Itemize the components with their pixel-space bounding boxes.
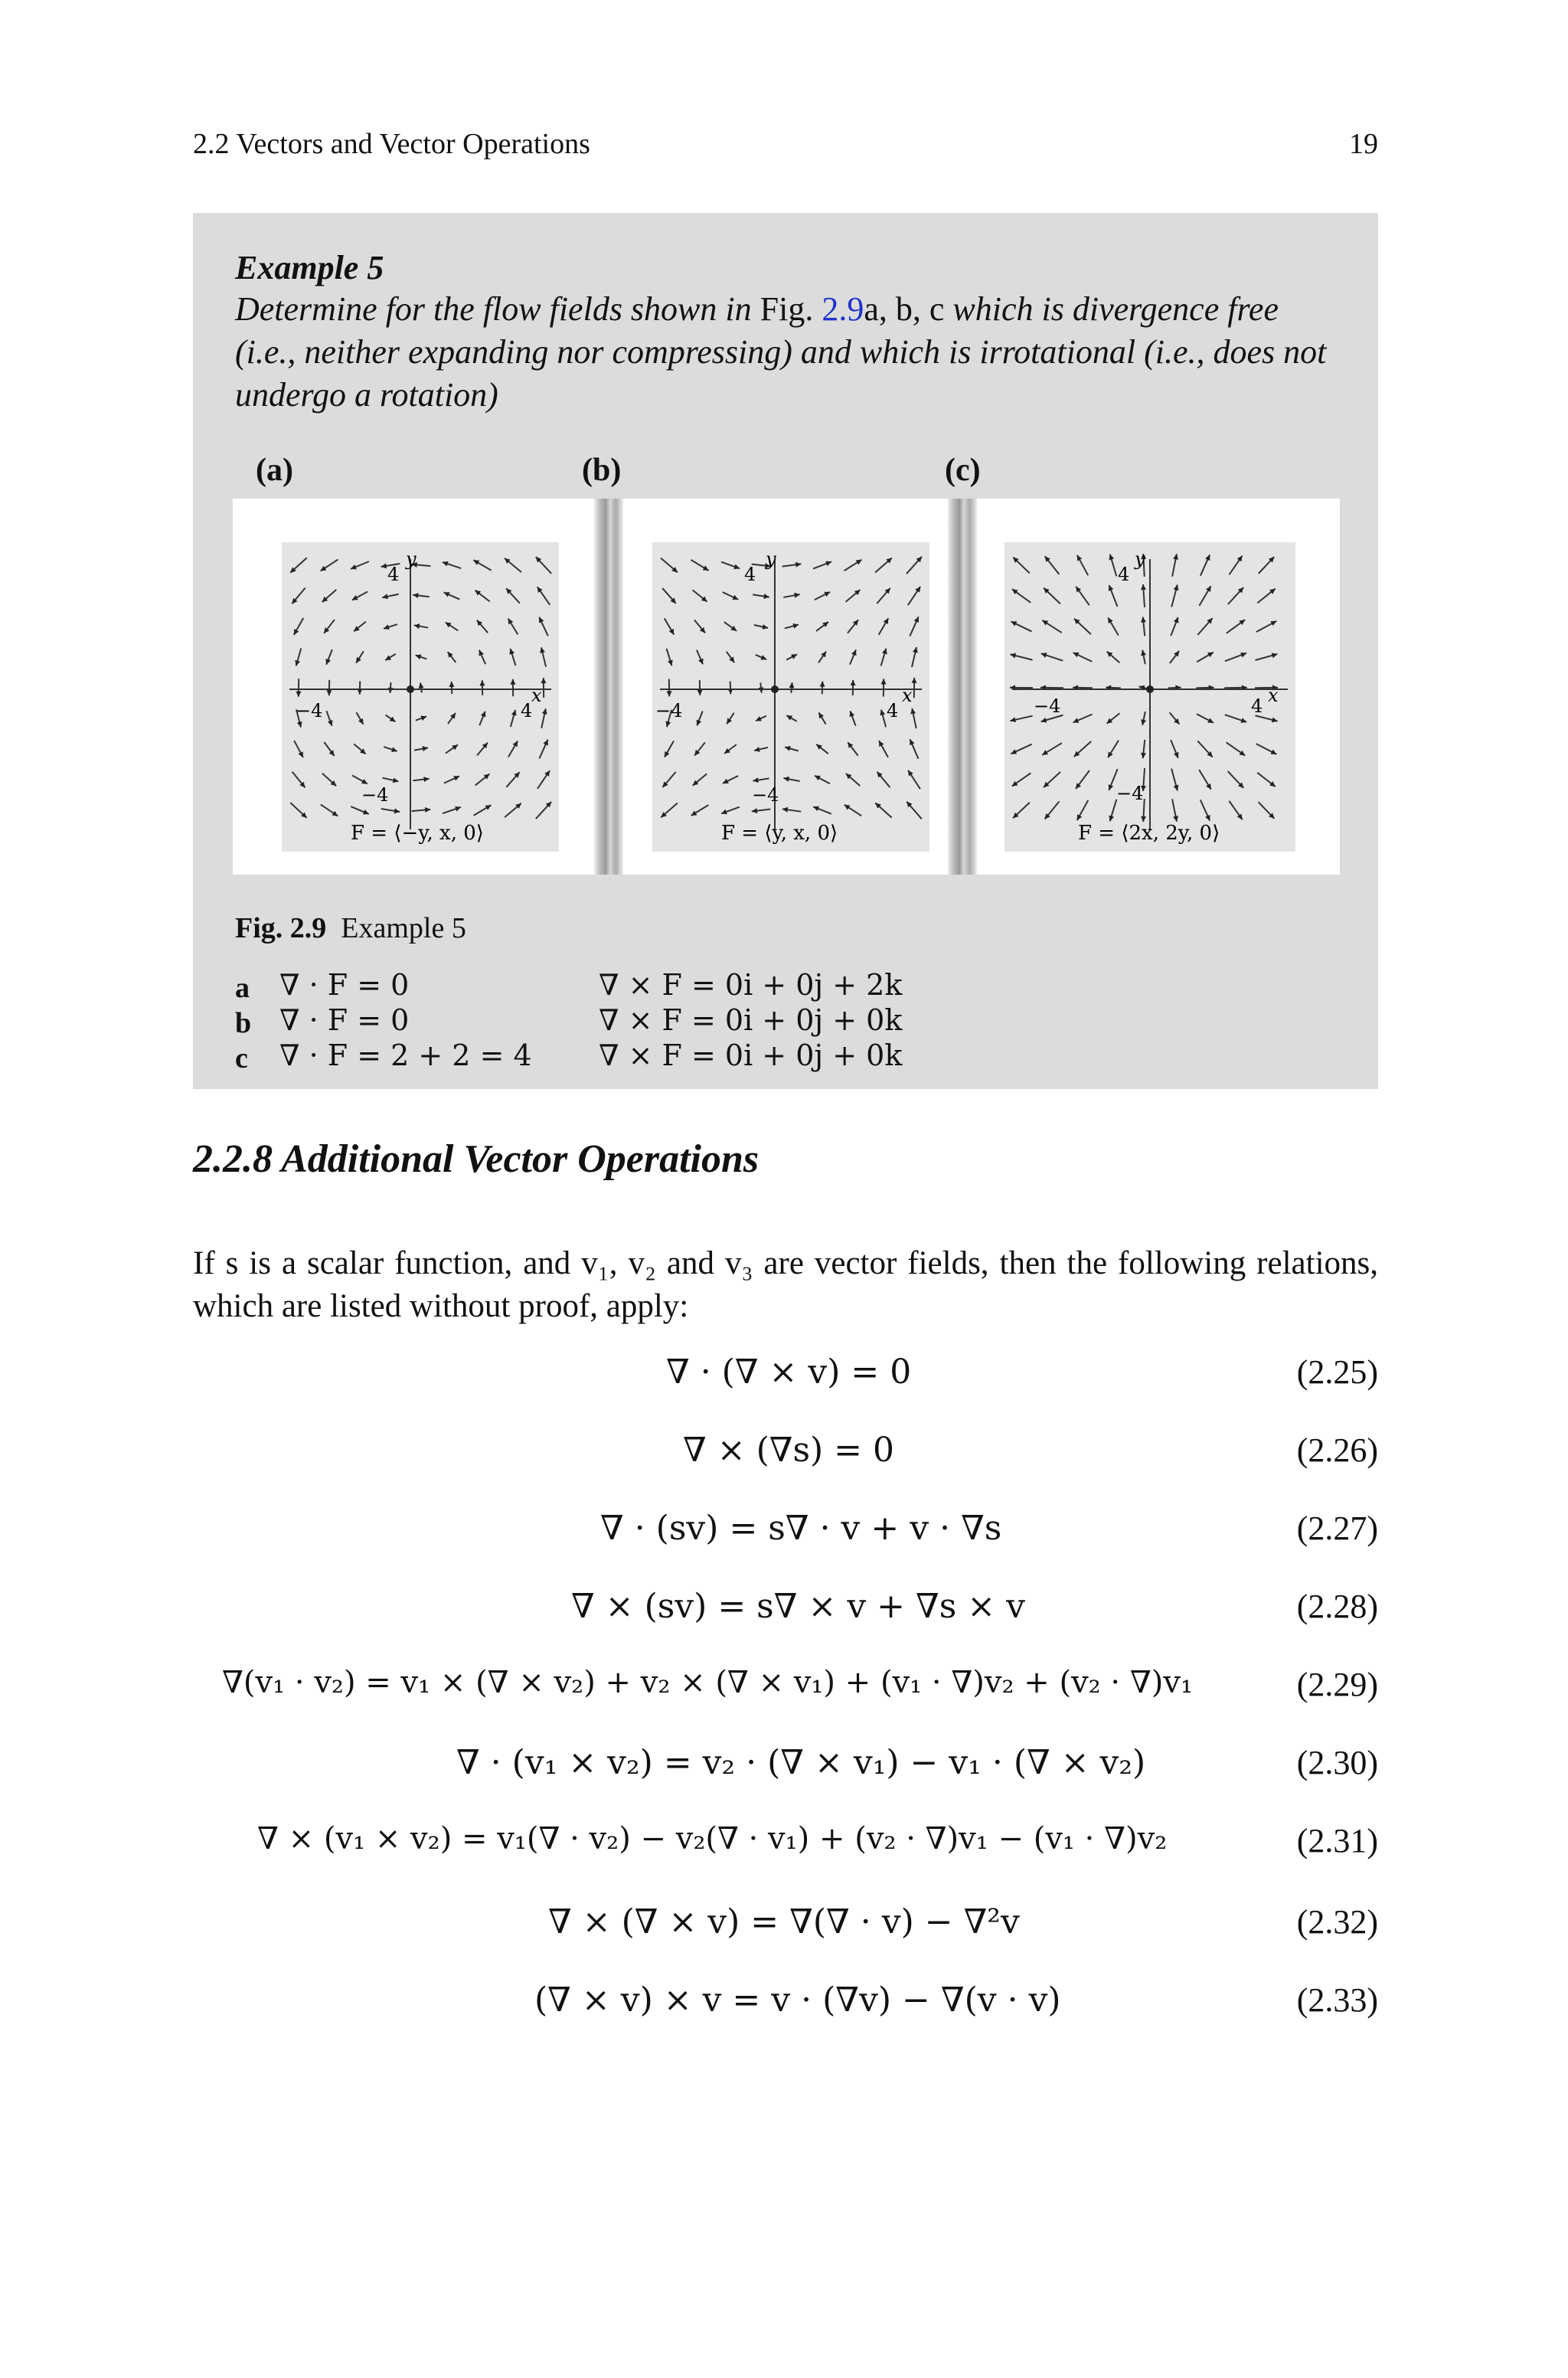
answer-divergence-b: ∇ · F = 0	[279, 1003, 410, 1037]
figure-caption	[235, 911, 466, 945]
equation-2-28: ∇ × (sv) = s∇ × v + ∇s × v	[571, 1587, 1026, 1626]
section-heading: 2.2.8 Additional Vector Operations	[193, 1137, 760, 1181]
origin-point	[771, 685, 779, 693]
figure-panel-refs: a, b, c	[864, 290, 945, 328]
equation-2-26: ∇ × (∇s) = 0	[683, 1431, 895, 1470]
tick-label-right: 4	[887, 700, 899, 721]
panel-separator	[594, 499, 623, 875]
tick-label-top: 4	[387, 564, 400, 585]
tick-label-right: 4	[521, 700, 533, 721]
tick-label-bottom: −4	[361, 784, 389, 806]
equation-number-2-33: (2.33)	[1296, 1981, 1378, 2019]
x-axis-label: x	[902, 685, 913, 706]
vector-field-plot-c	[1004, 542, 1295, 852]
tick-label-left: −4	[1034, 695, 1061, 717]
equation-number-2-25: (2.25)	[1296, 1353, 1378, 1391]
panel-label-b: (b)	[582, 453, 622, 488]
example-title: Example 5	[235, 249, 384, 286]
field-formula: F = ⟨−y, x, 0⟩	[351, 822, 484, 845]
equation-number-2-28: (2.28)	[1296, 1588, 1378, 1625]
vector-field-plot-a	[282, 542, 559, 852]
figure-reference-link[interactable]: 2.9	[822, 290, 864, 328]
origin-point	[1146, 685, 1154, 693]
plot-background	[652, 542, 929, 852]
equation-number-2-31: (2.31)	[1296, 1822, 1378, 1860]
example-text-1: Determine for the flow fields shown in	[235, 290, 760, 328]
vector-field-plot-b	[652, 542, 929, 852]
answer-divergence-c: ∇ · F = 2 + 2 = 4	[279, 1039, 532, 1072]
answer-curl-c: ∇ × F = 0i + 0j + 0k	[599, 1039, 903, 1072]
equation-2-27: ∇ · (sv) = s∇ · v + v · ∇s	[600, 1509, 1002, 1548]
y-axis-label: y	[766, 548, 776, 570]
equation-2-33: (∇ × v) × v = v · (∇v) − ∇(v · v)	[534, 1981, 1061, 2020]
page-number: 19	[1349, 128, 1378, 160]
running-header-section: 2.2 Vectors and Vector Operations	[193, 128, 590, 160]
intro-paragraph: If s is a scalar function, and v₁, v₂ and v₃ are vector fields, then the following relations, which are listed without proof, apply:	[193, 1245, 1378, 1324]
tick-label-top: 4	[1118, 564, 1130, 585]
panel-separator	[948, 499, 977, 875]
x-axis-label: x	[1268, 685, 1279, 706]
y-axis-label: y	[1135, 548, 1145, 570]
tick-label-bottom: −4	[752, 784, 779, 806]
answer-curl-a: ∇ × F = 0i + 0j + 2k	[599, 968, 903, 1002]
tick-label-bottom: −4	[1116, 783, 1144, 804]
equation-number-2-26: (2.26)	[1296, 1431, 1378, 1469]
equation-2-25: ∇ · (∇ × v) = 0	[666, 1353, 912, 1392]
equation-number-2-30: (2.30)	[1296, 1744, 1378, 1781]
field-formula: F = ⟨2x, 2y, 0⟩	[1078, 822, 1220, 845]
example-statement	[235, 288, 1338, 417]
equation-number-2-27: (2.27)	[1296, 1510, 1378, 1547]
equation-2-32: ∇ × (∇ × v) = ∇(∇ · v) − ∇²v	[548, 1902, 1020, 1941]
tick-label-left: −4	[655, 700, 683, 721]
vector-field-arrows	[290, 557, 551, 819]
figure-caption-text: Example 5	[341, 912, 466, 944]
x-axis-label: x	[531, 685, 542, 706]
equation-number-2-29: (2.29)	[1296, 1666, 1378, 1703]
answer-curl-b: ∇ × F = 0i + 0j + 0k	[599, 1003, 903, 1037]
panel-label-c: (c)	[945, 453, 981, 488]
tick-label-top: 4	[744, 564, 756, 585]
field-formula: F = ⟨y, x, 0⟩	[721, 822, 838, 845]
equation-2-31: ∇ × (v₁ × v₂) = v₁(∇ · v₂) − v₂(∇ · v₁) + (v₂ · ∇)v₁ − (v₁ · ∇)v₂	[257, 1821, 1168, 1856]
tick-label-right: 4	[1251, 695, 1263, 717]
equation-2-30: ∇ · (v₁ × v₂) = v₂ · (∇ × v₁) − v₁ · (∇ × v₂)	[456, 1743, 1146, 1782]
answer-letter-c: c	[235, 1042, 248, 1075]
y-axis-label: y	[406, 548, 416, 570]
answer-letter-b: b	[235, 1007, 252, 1039]
vector-field-arrows	[1010, 554, 1278, 822]
panel-label-a: (a)	[256, 453, 293, 488]
figure-caption-label: Fig. 2.9	[235, 912, 327, 944]
example-text-2: which is divergence free (i.e., neither expanding nor compressing) and which is irrotational (i.e., does not undergo a rotation)	[235, 290, 1327, 414]
tick-label-left: −4	[296, 700, 323, 721]
origin-point	[407, 685, 414, 693]
equation-2-29: ∇(v₁ · v₂) = v₁ × (∇ × v₂) + v₂ × (∇ × v₁) + (v₁ · ∇)v₂ + (v₂ · ∇)v₁	[222, 1665, 1194, 1700]
answer-letter-a: a	[235, 972, 250, 1004]
figure-word: Fig.	[760, 290, 822, 328]
answer-divergence-a: ∇ · F = 0	[279, 968, 410, 1002]
equation-number-2-32: (2.32)	[1296, 1903, 1378, 1941]
